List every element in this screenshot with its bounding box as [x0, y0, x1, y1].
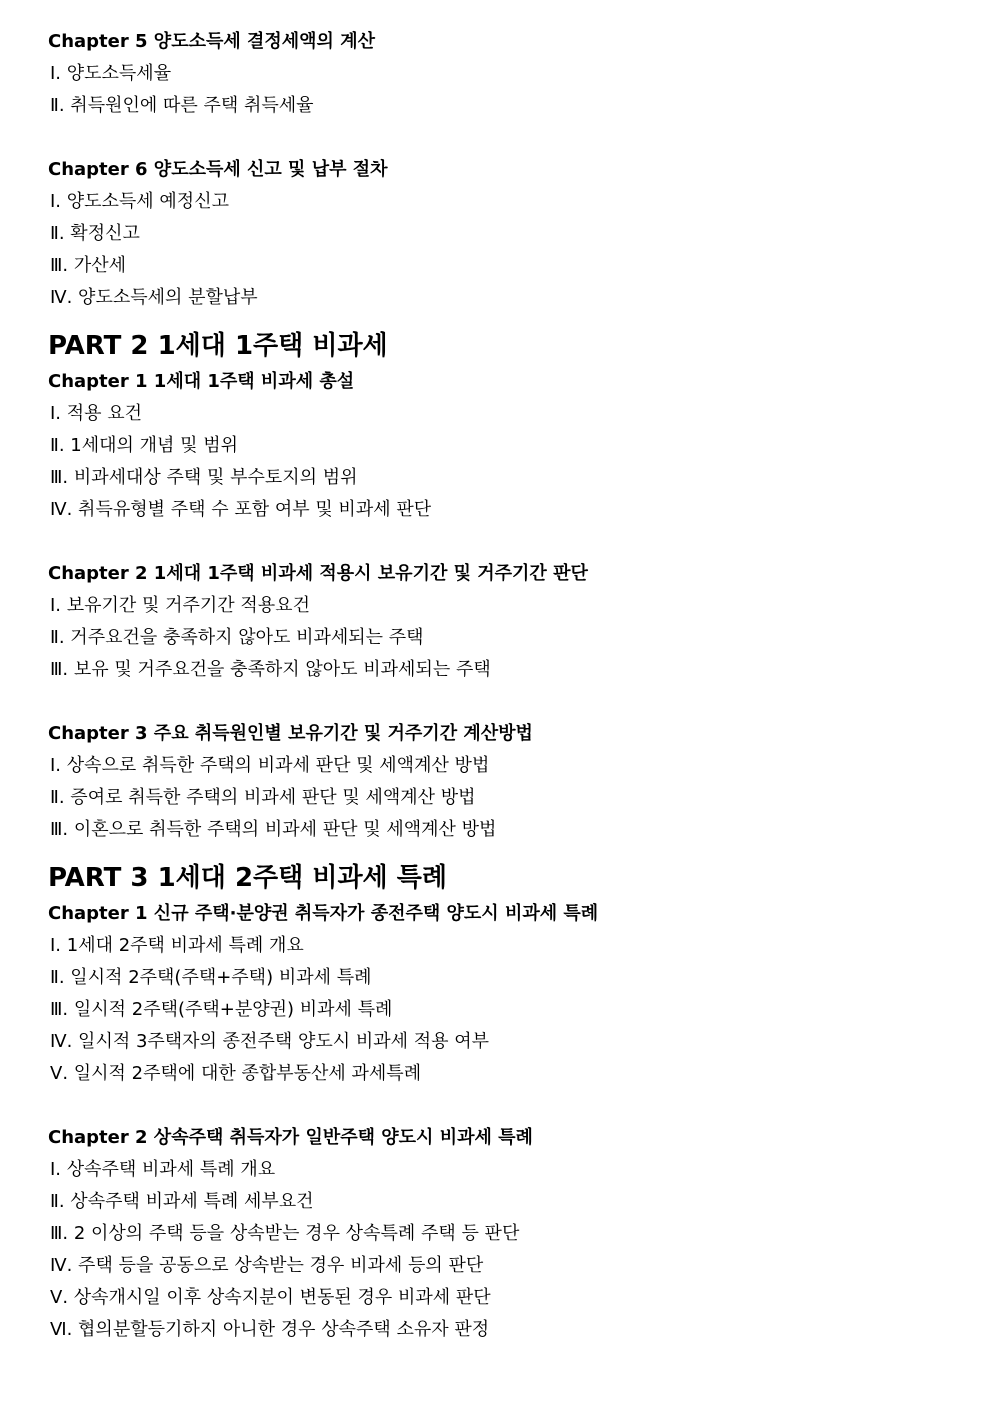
- spacer: [48, 526, 968, 558]
- table-of-contents: [48, 26, 968, 1346]
- list-item: Ⅲ. 2 이상의 주택 등을 상속받는 경우 상속특례 주택 등 판단: [50, 1223, 520, 1244]
- list-item: Ⅳ. 취득유형별 주택 수 포함 여부 및 비과세 판단: [50, 499, 432, 520]
- list-item: Ⅱ. 상속주택 비과세 특례 세부요건: [50, 1191, 314, 1212]
- list-item: Ⅲ. 비과세대상 주택 및 부수토지의 범위: [50, 467, 358, 488]
- part-3-chapter-2-section: [48, 1122, 968, 1346]
- list-item: Ⅵ. 협의분할등기하지 아니한 경우 상속주택 소유자 판정: [50, 1319, 490, 1340]
- list-item: Ⅰ. 양도소득세율: [50, 63, 172, 84]
- chapter-6-section: [48, 154, 968, 314]
- chapter-title: Chapter 3 주요 취득원인별 보유기간 및 거주기간 계산방법: [48, 723, 533, 744]
- chapter-title: Chapter 6 양도소득세 신고 및 납부 절차: [48, 159, 388, 180]
- list-item: Ⅰ. 상속으로 취득한 주택의 비과세 판단 및 세액계산 방법: [50, 755, 490, 776]
- list-item: Ⅱ. 증여로 취득한 주택의 비과세 판단 및 세액계산 방법: [50, 787, 476, 808]
- spacer: [48, 686, 968, 718]
- chapter-title: Chapter 5 양도소득세 결정세액의 계산: [48, 31, 375, 52]
- chapter-title: Chapter 1 1세대 1주택 비과세 총설: [48, 371, 355, 392]
- part-2-chapter-1-section: [48, 366, 968, 526]
- list-item: Ⅱ. 1세대의 개념 및 범위: [50, 435, 239, 456]
- chapter-title: Chapter 2 1세대 1주택 비과세 적용시 보유기간 및 거주기간 판단: [48, 563, 588, 584]
- list-item: Ⅱ. 거주요건을 충족하지 않아도 비과세되는 주택: [50, 627, 424, 648]
- list-item: Ⅳ. 주택 등을 공동으로 상속받는 경우 비과세 등의 판단: [50, 1255, 484, 1276]
- list-item: Ⅲ. 가산세: [50, 255, 127, 276]
- list-item: Ⅱ. 확정신고: [50, 223, 140, 244]
- list-item: Ⅲ. 보유 및 거주요건을 충족하지 않아도 비과세되는 주택: [50, 659, 491, 680]
- list-item: Ⅰ. 상속주택 비과세 특례 개요: [50, 1159, 276, 1180]
- part-2-chapter-2-section: [48, 558, 968, 686]
- spacer: [48, 122, 968, 154]
- list-item: Ⅰ. 적용 요건: [50, 403, 143, 424]
- list-item: Ⅴ. 상속개시일 이후 상속지분이 변동된 경우 비과세 판단: [50, 1287, 491, 1308]
- list-item: Ⅴ. 일시적 2주택에 대한 종합부동산세 과세특례: [50, 1063, 422, 1084]
- list-item: Ⅰ. 1세대 2주택 비과세 특례 개요: [50, 935, 304, 956]
- chapter-title: Chapter 1 신규 주택·분양권 취득자가 종전주택 양도시 비과세 특례: [48, 903, 599, 924]
- list-item: Ⅰ. 양도소득세 예정신고: [50, 191, 229, 212]
- chapter-title: Chapter 2 상속주택 취득자가 일반주택 양도시 비과세 특례: [48, 1127, 533, 1148]
- part-3-chapter-1-section: [48, 898, 968, 1090]
- part-3-title: PART 3 1세대 2주택 비과세 특례: [48, 863, 447, 893]
- list-item: Ⅱ. 일시적 2주택(주택+주택) 비과세 특례: [50, 967, 372, 988]
- chapter-5-section: [48, 26, 968, 122]
- list-item: Ⅲ. 이혼으로 취득한 주택의 비과세 판단 및 세액계산 방법: [50, 819, 497, 840]
- list-item: Ⅱ. 취득원인에 따른 주택 취득세율: [50, 95, 314, 116]
- spacer: [48, 1090, 968, 1122]
- list-item: Ⅲ. 일시적 2주택(주택+분양권) 비과세 특례: [50, 999, 393, 1020]
- list-item: Ⅰ. 보유기간 및 거주기간 적용요건: [50, 595, 310, 616]
- part-2-chapter-3-section: [48, 718, 968, 846]
- list-item: Ⅳ. 양도소득세의 분할납부: [50, 287, 258, 308]
- list-item: Ⅳ. 일시적 3주택자의 종전주택 양도시 비과세 적용 여부: [50, 1031, 489, 1052]
- part-2-title: PART 2 1세대 1주택 비과세: [48, 331, 388, 361]
